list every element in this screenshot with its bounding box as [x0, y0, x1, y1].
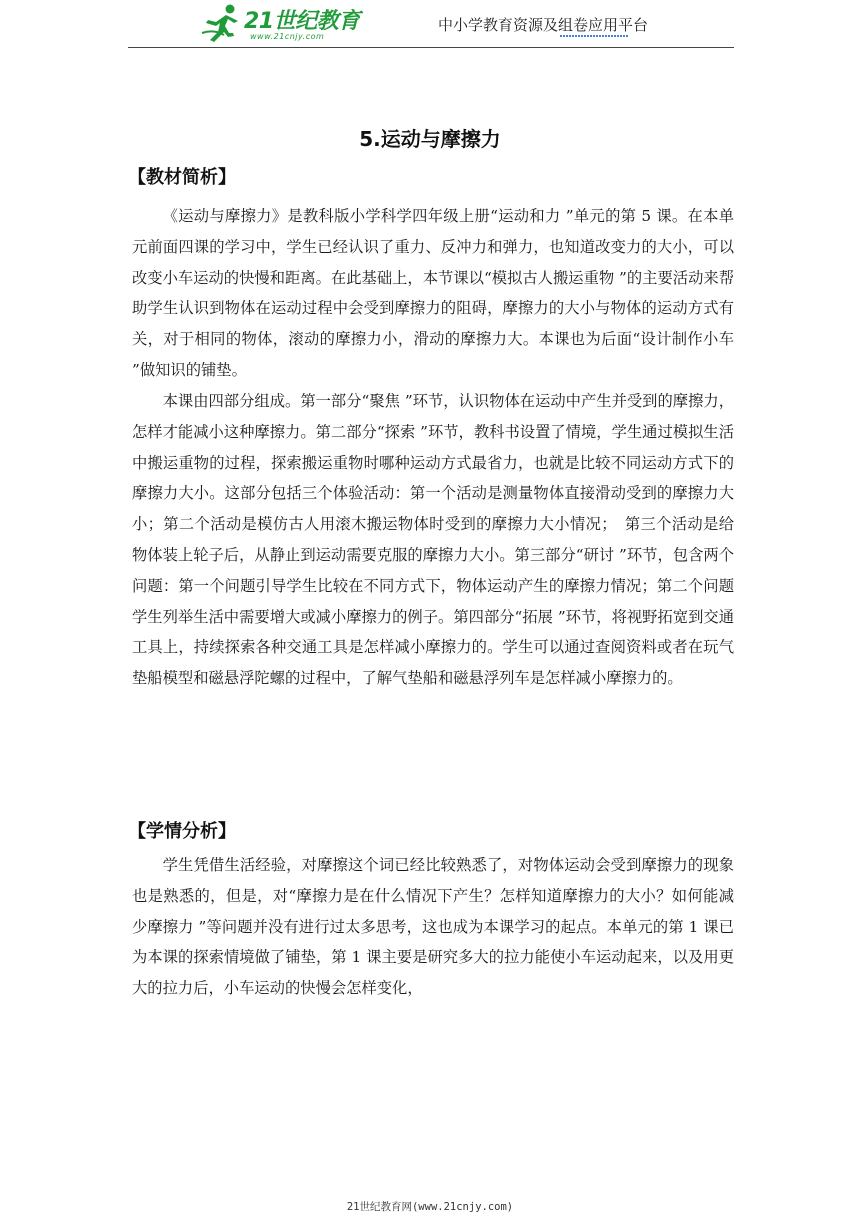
section-heading-learner-analysis: 【学情分析】	[128, 821, 236, 842]
logo-url: www.21cnjy.com	[250, 32, 325, 41]
section-heading-textbook-analysis: 【教材简析】	[128, 167, 236, 188]
paragraph-lesson-structure: 本课由四部分组成。第一部分“聚焦 ”环节，认识物体在运动中产生并受到的摩擦力，怎样才能减小这种摩擦力。第二部分“探索 ”环节，教科书设置了情境，学生通过模拟生活中搬运重物的过程，探索搬运重物时哪种运动方式最省力，也就是比较不同运动方式下的摩擦力大小。这部分包括三个体验活动：第一个活动是测量物体直接滑动受到的摩擦力大小；第二个活动是模仿古人用滚木搬运物体时受到的摩擦力大小情况； 第三个活动是给物体装上轮子后，从静止到运动需要克服的摩擦力大小。第三部分“研讨 ”环节，包含两个问题：第一个问题引导学生比较在不同方式下，物体运动产生的摩擦力情况；第二个问题学生列举生活中需要增大或减小摩擦力的例子。第四部分“拓展 ”环节，将视野拓宽到交通工具上，持续探索各种交通工具是怎样减小摩擦力的。学生可以通过查阅资料或者在玩气垫船模型和磁悬浮陀螺的过程中，了解气垫船和磁悬浮列车是怎样减小摩擦力的。	[132, 392, 734, 688]
paragraph-learner-analysis: 学生凭借生活经验，对摩擦这个词已经比较熟悉了，对物体运动会受到摩擦力的现象也是熟悉的，但是，对“摩擦力是在什么情况下产生？怎样知道摩擦力的大小？如何能减少摩擦力 ”等问题并没有进行过太多思考，这也成为本课学习的起点。本单元的第 1 课已为本课的探索情境做了铺垫，第 1 课主要是研究多大的拉力能使小车运动起来，以及用更大的拉力后，小车运动的快慢会怎样变化，	[132, 856, 734, 998]
hyperlink-underline	[560, 35, 628, 37]
logo-text: 21世纪教育	[244, 9, 360, 34]
page-footer: 21世纪教育网(www.21cnjy.com)	[346, 1201, 514, 1213]
page-header	[128, 0, 734, 48]
paragraph-textbook-intro: 《运动与摩擦力》是教科版小学科学四年级上册“运动和力 ”单元的第 5 课。在本单元前面四课的学习中，学生已经认识了重力、反冲力和弹力，也知道改变力的大小，可以改变小车运动的快慢和距离。在此基础上，本节课以“模拟古人搬运重物 ”的主要活动来帮助学生认识到物体在运动过程中会受到摩擦力的阻碍，摩擦力的大小与物体的运动方式有关，对于相同的物体，滚动的摩擦力小，滑动的摩擦力大。本课也为后面“设计制作小车 ”做知识的铺垫。	[132, 207, 734, 379]
platform-name: 中小学教育资源及组卷应用平台	[438, 16, 649, 34]
runner-logo-icon	[200, 2, 244, 44]
brand-logo[interactable]	[200, 2, 360, 44]
document-title: 5.运动与摩擦力	[359, 127, 501, 151]
